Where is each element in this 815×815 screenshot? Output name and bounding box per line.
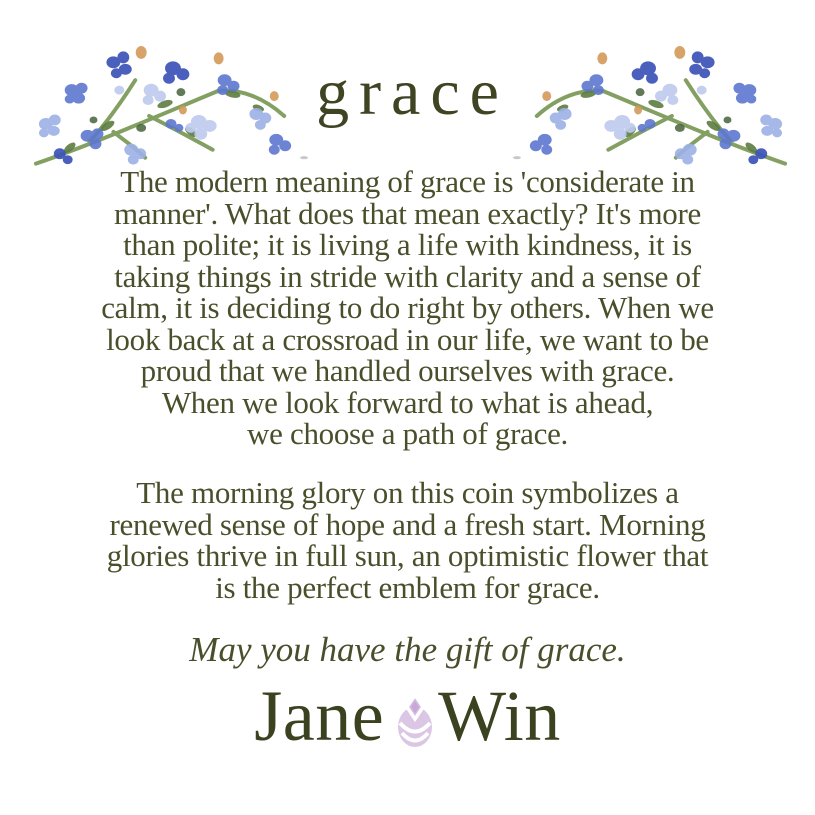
page-title: grace xyxy=(316,56,509,129)
logo-word-win: Win xyxy=(438,676,561,756)
text-line: we choose a path of grace. xyxy=(247,416,568,451)
text-line: The morning glory on this coin symbolizes a xyxy=(136,475,679,510)
text-line: When we look forward to what is ahead, xyxy=(161,384,654,420)
coin-paragraph xyxy=(0,477,815,603)
logo-word-jane: Jane xyxy=(254,676,385,756)
text-line: is the perfect emblem for grace. xyxy=(215,569,600,605)
intro-paragraph xyxy=(0,166,815,450)
text-line: manner'. What does that mean exactly? It's more xyxy=(114,195,701,231)
shell-crest-icon xyxy=(393,691,437,751)
text-line: taking things in stride with clarity and a sense of xyxy=(114,258,701,294)
text-line: look back at a crossroad in our life, we want to be xyxy=(106,321,709,357)
text-line: proud that we handled ourselves with grace. xyxy=(140,353,675,388)
text-line: The modern meaning of grace is 'considerate in xyxy=(120,164,695,199)
text-line: calm, it is deciding to do right by others. When we xyxy=(101,290,714,325)
brand-logo xyxy=(0,676,815,756)
blessing-text: May you have the gift of grace. xyxy=(189,630,626,669)
text-line: renewed sense of hope and a fresh start. Morning xyxy=(109,506,706,542)
text-line: than polite; it is living a life with kindness, it is xyxy=(123,227,692,262)
text-line: glories thrive in full sun, an optimistic flower that xyxy=(106,538,709,573)
